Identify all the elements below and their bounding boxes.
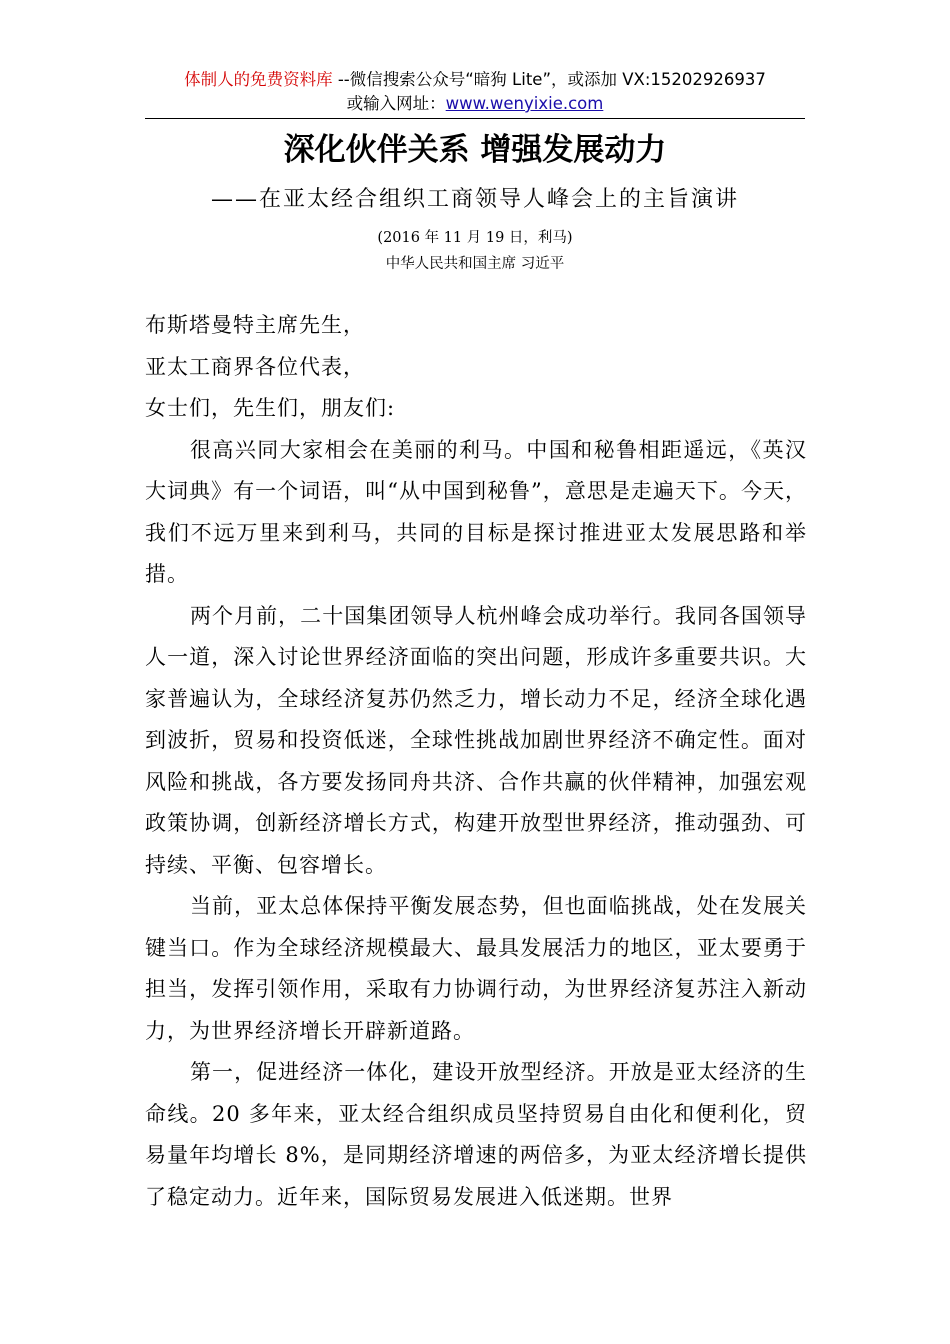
body-paragraph: 很高兴同大家相会在美丽的利马。中国和秘鲁相距遥远，《英汉大词典》有一个词语，叫“从中国到秘鲁”，意思是走遍天下。今天，我们不远万里来到利马，共同的目标是探讨推进亚太发展思路和举措。 [145, 437, 807, 586]
url-label: 或输入网址： [346, 94, 446, 113]
body-paragraph: 两个月前，二十国集团领导人杭州峰会成功举行。我同各国领导人一道，深入讨论世界经济面临的突出问题，形成许多重要共识。大家普遍认为，全球经济复苏仍然乏力，增长动力不足，经济全球化遇到波折，贸易和投资低迷，全球性挑战加剧世界经济不确定性。面对风险和挑战，各方要发扬同舟共济、合作共赢的伙伴精神，加强宏观政策协调，创新经济增长方式，构建开放型世界经济，推动强劲、可持续、平衡、包容增长。 [145, 603, 807, 877]
library-name: 体制人的免费资料库 [184, 70, 333, 89]
speech-body [145, 305, 807, 1218]
website-link[interactable]: www.wenyixie.com [445, 94, 604, 113]
author-line: 中华人民共和国主席 习近平 [385, 256, 565, 272]
header-url-line [0, 92, 950, 116]
body-paragraph: 当前，亚太总体保持平衡发展态势，但也面临挑战，处在发展关键当口。作为全球经济规模最大、最具发展活力的地区，亚太要勇于担当，发挥引领作用，采取有力协调行动，为世界经济复苏注入新动力，为世界经济增长开辟新道路。 [145, 894, 807, 1043]
page-header [0, 68, 950, 116]
document-subtitle: ——在亚太经合组织工商领导人峰会上的主旨演讲 [210, 187, 739, 212]
contact-text: --微信搜索公众号“暗狗 Lite”，或添加 VX:15202926937 [332, 70, 766, 89]
salutation-line: 女士们，先生们，朋友们: [145, 396, 396, 420]
salutation-line: 亚太工商界各位代表， [145, 354, 365, 379]
header-divider [145, 118, 805, 119]
header-banner [0, 68, 950, 92]
dateline: (2016 年 11 月 19 日，利马) [377, 230, 573, 246]
salutation-line: 布斯塔曼特主席先生， [145, 313, 365, 337]
document-title: 深化伙伴关系 增强发展动力 [283, 132, 667, 168]
body-paragraph: 第一，促进经济一体化，建设开放型经济。开放是亚太经济的生命线。20 多年来，亚太经合组织成员坚持贸易自由化和便利化，贸易量年均增长 8%，是同期经济增速的两倍多，为亚太经济增长提供了稳定动力。近年来，国际贸易发展进入低迷期。世界 [145, 1060, 807, 1209]
